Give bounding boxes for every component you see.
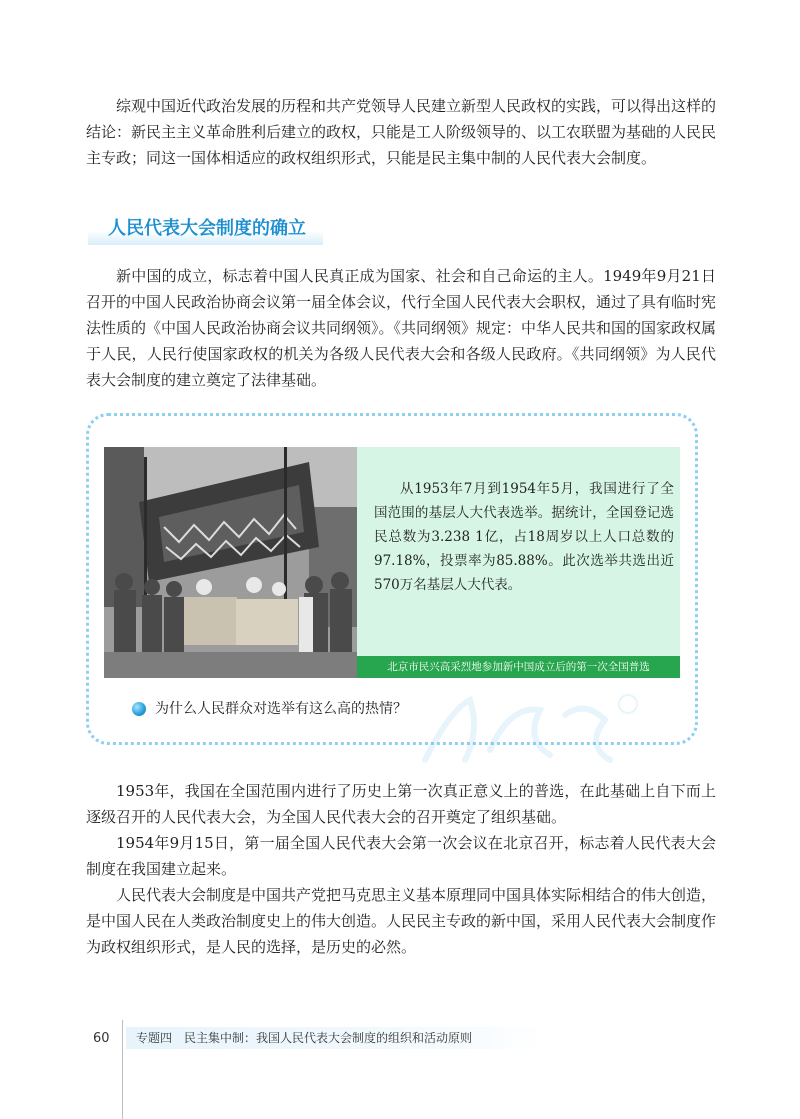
chapter-running-title: 专题四 民主集中制：我国人民代表大会制度的组织和活动原则 (126, 1027, 546, 1049)
election-statistics-text: 从1953年7月到1954年5月，我国进行了全国范围的基层人大代表选举。据统计，全国登记选民总数为3.238 1亿，占18周岁以上人口总数的97.18%，投票率为85.88%。此次选举共选出近570万名基层人大代表。 (374, 481, 674, 593)
page-number: 60 (93, 1031, 110, 1046)
election-1953-paragraph: 1953年，我国在全国范围内进行了历史上第一次真正意义上的普选，在此基础上自下而上逐级召开的人民代表大会，为全国人民代表大会的召开奠定了组织基础。 (86, 782, 716, 826)
publisher-watermark-icon (410, 690, 640, 770)
bullet-circle-icon (132, 702, 146, 716)
footer-divider (122, 1020, 123, 1119)
npc-1954-paragraph: 1954年9月15日，第一届全国人民代表大会第一次会议在北京召开，标志着人民代表大会制度在我国建立起来。 (86, 834, 716, 878)
section-heading: 人民代表大会制度的确立 (88, 213, 323, 245)
founding-paragraph: 新中国的成立，标志着中国人民真正成为国家、社会和自己命运的主人。1949年9月21日召开的中国人民政治协商会议第一届全体会议，代行全国人民代表大会职权，通过了具有临时宪法性质的《中国人民政治协商会议共同纲领》。《共同纲领》规定：中华人民共和国的国家政权属于人民，人民行使国家政权的机关为各级人民代表大会和各级人民政府。《共同纲领》为人民代表大会制度的建立奠定了法律基础。 (86, 267, 717, 389)
intro-paragraph: 综观中国近代政治发展的历程和共产党领导人民建立新型人民政权的实践，可以得出这样的结论：新民主主义革命胜利后建立的政权，只能是工人阶级领导的、以工农联盟为基础的人民民主专政；同这一国体相适应的政权组织形式，只能是民主集中制的人民代表大会制度。 (86, 97, 717, 167)
conclusion-paragraph: 人民代表大会制度是中国共产党把马克思主义基本原理同中国具体实际相结合的伟大创造，是中国人民在人类政治制度史上的伟大创造。人民民主专政的新中国，采用人民代表大会制度作为政权组织形式，是人民的选择，是历史的必然。 (86, 886, 717, 956)
discussion-question: 为什么人民群众对选举有这么高的热情？ (155, 701, 407, 717)
photo-caption: 北京市民兴高采烈地参加新中国成立后的第一次全国普选 (357, 656, 680, 678)
election-photo (104, 447, 357, 678)
